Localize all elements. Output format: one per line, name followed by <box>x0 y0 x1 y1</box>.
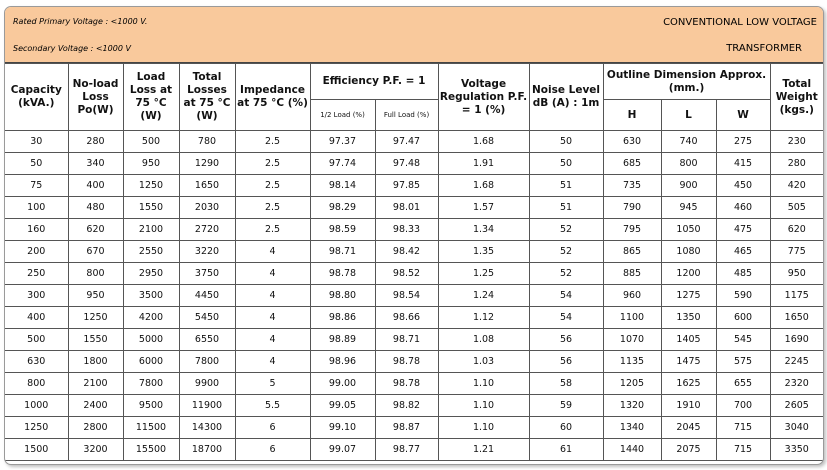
cell-eff-half: 98.86 <box>310 307 375 329</box>
cell-dim-w: 275 <box>716 131 770 153</box>
cell-noload-loss: 480 <box>68 197 123 219</box>
cell-noise-level: 59 <box>529 395 603 417</box>
cell-voltage-regulation: 1.10 <box>438 395 529 417</box>
cell-total-losses: 7800 <box>179 351 235 373</box>
cell-impedance: 4 <box>235 329 310 351</box>
cell-eff-half: 98.14 <box>310 175 375 197</box>
cell-impedance: 4 <box>235 263 310 285</box>
cell-eff-full: 98.82 <box>375 395 438 417</box>
cell-noise-level: 52 <box>529 241 603 263</box>
cell-total-weight: 2245 <box>770 351 823 373</box>
cell-dim-h: 1340 <box>603 417 661 439</box>
title-line-2: TRANSFORMER <box>726 43 802 54</box>
cell-noload-loss: 1550 <box>68 329 123 351</box>
cell-dim-h: 795 <box>603 219 661 241</box>
cell-dim-l: 1910 <box>661 395 716 417</box>
cell-noload-loss: 1250 <box>68 307 123 329</box>
cell-load-loss: 1250 <box>123 175 179 197</box>
cell-noise-level: 54 <box>529 307 603 329</box>
cell-impedance: 5 <box>235 373 310 395</box>
cell-eff-full: 97.85 <box>375 175 438 197</box>
cell-eff-half: 98.78 <box>310 263 375 285</box>
cell-dim-h: 1135 <box>603 351 661 373</box>
cell-eff-full: 97.48 <box>375 153 438 175</box>
cell-total-weight: 1175 <box>770 285 823 307</box>
cell-load-loss: 6000 <box>123 351 179 373</box>
cell-eff-full: 97.47 <box>375 131 438 153</box>
cell-total-losses: 6550 <box>179 329 235 351</box>
header-eff-full-load: Full Load (%) <box>375 100 438 131</box>
cell-total-losses: 2030 <box>179 197 235 219</box>
cell-capacity: 50 <box>5 153 68 175</box>
cell-total-weight: 230 <box>770 131 823 153</box>
cell-capacity: 30 <box>5 131 68 153</box>
cell-total-losses: 3750 <box>179 263 235 285</box>
cell-total-losses: 11900 <box>179 395 235 417</box>
table-row <box>5 175 823 197</box>
cell-load-loss: 3500 <box>123 285 179 307</box>
cell-impedance: 4 <box>235 307 310 329</box>
cell-dim-w: 590 <box>716 285 770 307</box>
cell-total-losses: 4450 <box>179 285 235 307</box>
cell-dim-l: 1405 <box>661 329 716 351</box>
cell-total-losses: 1650 <box>179 175 235 197</box>
cell-load-loss: 2100 <box>123 219 179 241</box>
cell-total-weight: 505 <box>770 197 823 219</box>
cell-dim-w: 715 <box>716 417 770 439</box>
table-row <box>5 219 823 241</box>
cell-dim-h: 1070 <box>603 329 661 351</box>
cell-dim-w: 715 <box>716 439 770 461</box>
spec-sheet <box>4 6 824 465</box>
cell-load-loss: 9500 <box>123 395 179 417</box>
cell-noise-level: 50 <box>529 153 603 175</box>
cell-eff-full: 98.78 <box>375 373 438 395</box>
header-voltage-regulation: Voltage Regulation P.F. = 1 (%) <box>438 64 529 131</box>
cell-eff-half: 99.05 <box>310 395 375 417</box>
cell-dim-w: 700 <box>716 395 770 417</box>
cell-total-losses: 1290 <box>179 153 235 175</box>
cell-impedance: 4 <box>235 351 310 373</box>
cell-voltage-regulation: 1.34 <box>438 219 529 241</box>
cell-eff-full: 98.77 <box>375 439 438 461</box>
header-load-loss: Load Loss at 75 °C (W) <box>123 64 179 131</box>
cell-impedance: 6 <box>235 417 310 439</box>
cell-eff-full: 98.01 <box>375 197 438 219</box>
header-noise-level: Noise Level dB (A) : 1m <box>529 64 603 131</box>
cell-capacity: 160 <box>5 219 68 241</box>
cell-voltage-regulation: 1.12 <box>438 307 529 329</box>
cell-dim-h: 685 <box>603 153 661 175</box>
header-dim-w: W <box>716 100 770 131</box>
table-row <box>5 439 823 461</box>
cell-dim-h: 790 <box>603 197 661 219</box>
cell-eff-full: 98.66 <box>375 307 438 329</box>
cell-noload-loss: 620 <box>68 219 123 241</box>
cell-eff-half: 98.71 <box>310 241 375 263</box>
cell-total-weight: 620 <box>770 219 823 241</box>
header-dim-l: L <box>661 100 716 131</box>
cell-total-weight: 3350 <box>770 439 823 461</box>
cell-impedance: 2.5 <box>235 197 310 219</box>
cell-load-loss: 7800 <box>123 373 179 395</box>
cell-noise-level: 60 <box>529 417 603 439</box>
cell-noload-loss: 3200 <box>68 439 123 461</box>
cell-voltage-regulation: 1.03 <box>438 351 529 373</box>
cell-eff-full: 98.54 <box>375 285 438 307</box>
cell-eff-half: 98.29 <box>310 197 375 219</box>
cell-eff-full: 98.42 <box>375 241 438 263</box>
table-row <box>5 329 823 351</box>
cell-dim-h: 1100 <box>603 307 661 329</box>
table-row <box>5 285 823 307</box>
cell-eff-half: 99.07 <box>310 439 375 461</box>
cell-noload-loss: 400 <box>68 175 123 197</box>
cell-load-loss: 2950 <box>123 263 179 285</box>
cell-total-losses: 5450 <box>179 307 235 329</box>
cell-capacity: 100 <box>5 197 68 219</box>
cell-noise-level: 56 <box>529 351 603 373</box>
cell-impedance: 6 <box>235 439 310 461</box>
table-row <box>5 131 823 153</box>
cell-dim-h: 1320 <box>603 395 661 417</box>
cell-eff-half: 98.96 <box>310 351 375 373</box>
cell-load-loss: 950 <box>123 153 179 175</box>
cell-dim-w: 460 <box>716 197 770 219</box>
cell-total-losses: 780 <box>179 131 235 153</box>
cell-dim-h: 1205 <box>603 373 661 395</box>
cell-dim-l: 1080 <box>661 241 716 263</box>
title-line-1: CONVENTIONAL LOW VOLTAGE <box>663 17 817 28</box>
cell-capacity: 800 <box>5 373 68 395</box>
table-row <box>5 307 823 329</box>
cell-eff-half: 99.00 <box>310 373 375 395</box>
cell-dim-w: 475 <box>716 219 770 241</box>
cell-dim-l: 1200 <box>661 263 716 285</box>
cell-impedance: 2.5 <box>235 153 310 175</box>
cell-load-loss: 1550 <box>123 197 179 219</box>
cell-dim-h: 735 <box>603 175 661 197</box>
cell-dim-w: 600 <box>716 307 770 329</box>
cell-dim-w: 485 <box>716 263 770 285</box>
cell-dim-h: 630 <box>603 131 661 153</box>
cell-noise-level: 61 <box>529 439 603 461</box>
table-row <box>5 395 823 417</box>
cell-noload-loss: 280 <box>68 131 123 153</box>
cell-noise-level: 52 <box>529 219 603 241</box>
cell-dim-l: 800 <box>661 153 716 175</box>
cell-total-weight: 280 <box>770 153 823 175</box>
cell-voltage-regulation: 1.10 <box>438 417 529 439</box>
cell-voltage-regulation: 1.57 <box>438 197 529 219</box>
table-row <box>5 263 823 285</box>
rated-primary-voltage: Rated Primary Voltage : <1000 V. <box>13 17 148 26</box>
table-row <box>5 417 823 439</box>
cell-dim-h: 865 <box>603 241 661 263</box>
header-eff-half-load: 1/2 Load (%) <box>310 100 375 131</box>
cell-dim-l: 1625 <box>661 373 716 395</box>
spec-table-body <box>5 131 823 461</box>
cell-total-losses: 3220 <box>179 241 235 263</box>
cell-noload-loss: 670 <box>68 241 123 263</box>
cell-eff-half: 97.37 <box>310 131 375 153</box>
cell-load-loss: 11500 <box>123 417 179 439</box>
cell-dim-w: 545 <box>716 329 770 351</box>
cell-total-losses: 14300 <box>179 417 235 439</box>
table-row <box>5 197 823 219</box>
cell-noload-loss: 800 <box>68 263 123 285</box>
cell-eff-half: 98.80 <box>310 285 375 307</box>
cell-dim-l: 2045 <box>661 417 716 439</box>
cell-noise-level: 58 <box>529 373 603 395</box>
cell-eff-full: 98.52 <box>375 263 438 285</box>
cell-eff-full: 98.87 <box>375 417 438 439</box>
cell-noload-loss: 1800 <box>68 351 123 373</box>
cell-load-loss: 15500 <box>123 439 179 461</box>
header-total-weight: Total Weight (kgs.) <box>770 64 823 131</box>
cell-impedance: 5.5 <box>235 395 310 417</box>
cell-dim-h: 885 <box>603 263 661 285</box>
cell-total-weight: 775 <box>770 241 823 263</box>
cell-voltage-regulation: 1.91 <box>438 153 529 175</box>
cell-dim-h: 960 <box>603 285 661 307</box>
cell-capacity: 1250 <box>5 417 68 439</box>
cell-eff-half: 98.89 <box>310 329 375 351</box>
header-noload-loss: No-load Loss Po(W) <box>68 64 123 131</box>
cell-capacity: 300 <box>5 285 68 307</box>
cell-total-losses: 9900 <box>179 373 235 395</box>
cell-load-loss: 500 <box>123 131 179 153</box>
cell-noise-level: 51 <box>529 197 603 219</box>
cell-noise-level: 54 <box>529 285 603 307</box>
cell-dim-w: 415 <box>716 153 770 175</box>
cell-voltage-regulation: 1.24 <box>438 285 529 307</box>
cell-capacity: 630 <box>5 351 68 373</box>
cell-noload-loss: 2100 <box>68 373 123 395</box>
table-row <box>5 373 823 395</box>
cell-dim-l: 1275 <box>661 285 716 307</box>
cell-dim-l: 1350 <box>661 307 716 329</box>
cell-voltage-regulation: 1.35 <box>438 241 529 263</box>
cell-total-weight: 1690 <box>770 329 823 351</box>
cell-load-loss: 5000 <box>123 329 179 351</box>
cell-dim-l: 740 <box>661 131 716 153</box>
cell-impedance: 4 <box>235 285 310 307</box>
cell-eff-full: 98.78 <box>375 351 438 373</box>
cell-noload-loss: 2400 <box>68 395 123 417</box>
header-total-losses: Total Losses at 75 °C (W) <box>179 64 235 131</box>
cell-capacity: 1500 <box>5 439 68 461</box>
header-dim-h: H <box>603 100 661 131</box>
cell-dim-l: 2075 <box>661 439 716 461</box>
cell-dim-w: 575 <box>716 351 770 373</box>
cell-eff-full: 98.71 <box>375 329 438 351</box>
cell-noload-loss: 340 <box>68 153 123 175</box>
cell-load-loss: 4200 <box>123 307 179 329</box>
cell-capacity: 400 <box>5 307 68 329</box>
header-efficiency: Efficiency P.F. = 1 <box>310 64 438 100</box>
cell-noload-loss: 2800 <box>68 417 123 439</box>
cell-voltage-regulation: 1.21 <box>438 439 529 461</box>
cell-dim-l: 900 <box>661 175 716 197</box>
cell-impedance: 2.5 <box>235 175 310 197</box>
table-row <box>5 153 823 175</box>
cell-load-loss: 2550 <box>123 241 179 263</box>
cell-voltage-regulation: 1.10 <box>438 373 529 395</box>
cell-dim-l: 945 <box>661 197 716 219</box>
cell-total-losses: 18700 <box>179 439 235 461</box>
cell-total-weight: 3040 <box>770 417 823 439</box>
cell-capacity: 500 <box>5 329 68 351</box>
cell-total-weight: 2605 <box>770 395 823 417</box>
table-row <box>5 351 823 373</box>
cell-total-weight: 950 <box>770 263 823 285</box>
cell-voltage-regulation: 1.68 <box>438 175 529 197</box>
cell-noload-loss: 950 <box>68 285 123 307</box>
cell-noise-level: 56 <box>529 329 603 351</box>
cell-noise-level: 51 <box>529 175 603 197</box>
cell-eff-half: 98.59 <box>310 219 375 241</box>
cell-noise-level: 50 <box>529 131 603 153</box>
cell-impedance: 4 <box>235 241 310 263</box>
cell-eff-half: 97.74 <box>310 153 375 175</box>
cell-impedance: 2.5 <box>235 131 310 153</box>
cell-impedance: 2.5 <box>235 219 310 241</box>
cell-total-weight: 420 <box>770 175 823 197</box>
cell-voltage-regulation: 1.25 <box>438 263 529 285</box>
header-capacity: Capacity (kVA.) <box>5 64 68 131</box>
table-row <box>5 241 823 263</box>
cell-capacity: 1000 <box>5 395 68 417</box>
cell-eff-half: 99.10 <box>310 417 375 439</box>
cell-capacity: 75 <box>5 175 68 197</box>
cell-voltage-regulation: 1.08 <box>438 329 529 351</box>
cell-eff-full: 98.33 <box>375 219 438 241</box>
cell-dim-w: 450 <box>716 175 770 197</box>
cell-capacity: 250 <box>5 263 68 285</box>
header-outline-dimension: Outline Dimension Approx. (mm.) <box>603 64 770 100</box>
cell-total-losses: 2720 <box>179 219 235 241</box>
cell-noise-level: 52 <box>529 263 603 285</box>
spec-table <box>5 63 823 461</box>
cell-dim-w: 465 <box>716 241 770 263</box>
header-banner <box>5 7 823 63</box>
cell-dim-h: 1440 <box>603 439 661 461</box>
cell-dim-l: 1475 <box>661 351 716 373</box>
cell-voltage-regulation: 1.68 <box>438 131 529 153</box>
secondary-voltage: Secondary Voltage : <1000 V <box>13 44 131 53</box>
cell-dim-l: 1050 <box>661 219 716 241</box>
cell-total-weight: 1650 <box>770 307 823 329</box>
header-impedance: Impedance at 75 °C (%) <box>235 64 310 131</box>
cell-total-weight: 2320 <box>770 373 823 395</box>
cell-dim-w: 655 <box>716 373 770 395</box>
cell-capacity: 200 <box>5 241 68 263</box>
